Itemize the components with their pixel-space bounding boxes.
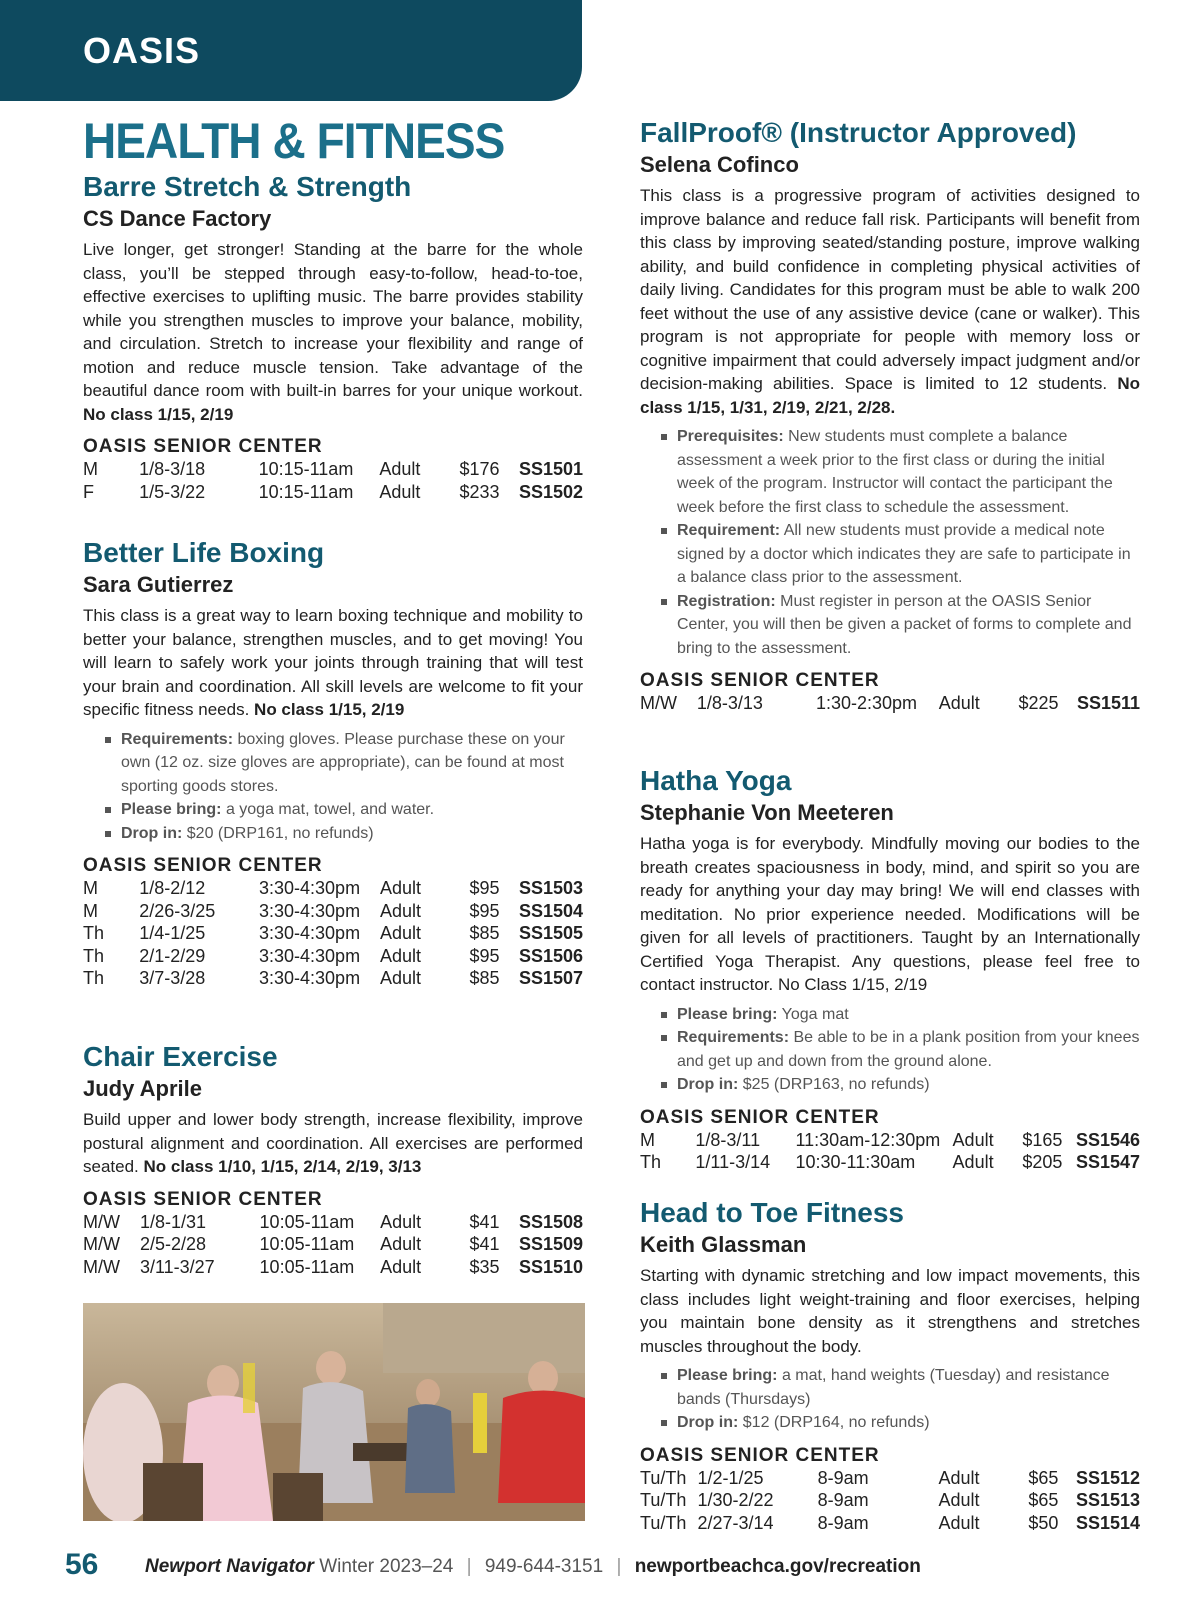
schedule-age: Adult bbox=[952, 1129, 994, 1150]
class-description: Build upper and lower body strength, increase flexibility, improve postural alignment and coordination. All exercises are performed seated. No class 1/10, 1/15, 2/14, 2/19, 3/13 bbox=[83, 1110, 583, 1176]
schedule-dates: 1/11-3/14 bbox=[695, 1152, 771, 1172]
schedule-day: M/W bbox=[640, 693, 677, 713]
schedule-price: $176 bbox=[459, 459, 500, 479]
note-item bbox=[677, 1003, 1140, 1027]
chair-exercise-photo bbox=[83, 1303, 585, 1521]
note-text: Be able to be in a plank position from your knees and get up and down from the ground alone. bbox=[677, 1029, 1140, 1070]
schedule-price: $65 bbox=[1028, 1490, 1059, 1510]
schedule-dates: 1/30-2/22 bbox=[697, 1490, 774, 1510]
schedule-row bbox=[640, 1512, 1140, 1535]
schedule-table bbox=[83, 1211, 583, 1279]
schedule-row bbox=[83, 967, 583, 990]
schedule-dates: 1/8-3/18 bbox=[139, 459, 206, 479]
note-label: Drop in: bbox=[121, 824, 183, 842]
schedule-code[interactable]: SS1508 bbox=[518, 1211, 583, 1232]
schedule-time: 3:30-4:30pm bbox=[259, 878, 361, 898]
class-title: Hatha Yoga bbox=[640, 765, 792, 796]
schedule-price: $65 bbox=[1028, 1467, 1059, 1488]
schedule-row bbox=[640, 692, 1140, 715]
schedule-price: $41 bbox=[469, 1234, 500, 1254]
class-description: This class is a progressive program of activities designed to improve balance and reduce fall risk. Participants will benefit from this class by improving seated/standing posture, improve walking ability, and build confidence in completing physical activities of daily living. Candidates for this program must be able to walk 200 feet without the use of any assistive device (cane or walker). This program is not appropriate for people with memory loss or cognitive impairment that could adversely impact judgment and/or decision-making abilities. Space is limited to 12 students. No class 1/15, 1/31, 2/19, 2/21, 2/28. bbox=[640, 186, 1140, 417]
schedule-age: Adult bbox=[938, 1512, 980, 1533]
schedule-code[interactable]: SS1502 bbox=[518, 481, 583, 502]
notes-list bbox=[83, 728, 583, 846]
class-barre bbox=[83, 170, 583, 503]
schedule-row bbox=[83, 481, 583, 504]
schedule-day: Tu/Th bbox=[640, 1467, 687, 1488]
schedule-age: Adult bbox=[379, 900, 422, 921]
note-text: All new students must provide a medical note signed by a doctor which indicates they are safe to participate in a balance class prior to the assessment. bbox=[677, 522, 1131, 586]
schedule-dates: 1/5-3/22 bbox=[139, 481, 206, 502]
class-headtoe bbox=[640, 1196, 1140, 1534]
note-item bbox=[677, 425, 1140, 519]
location-label: OASIS SENIOR CENTER bbox=[640, 670, 880, 691]
schedule-age: Adult bbox=[379, 923, 422, 943]
schedule-row bbox=[83, 877, 583, 900]
schedule-price: $225 bbox=[1018, 693, 1059, 713]
schedule-dates: 1/8-3/11 bbox=[695, 1129, 761, 1150]
schedule-dates: 1/8-3/13 bbox=[696, 693, 763, 713]
footer-phone[interactable]: 949-644-3151 bbox=[484, 1556, 604, 1577]
note-label: Drop in: bbox=[677, 1076, 739, 1093]
note-label: Please bring: bbox=[677, 1005, 778, 1023]
schedule-price: $165 bbox=[1022, 1129, 1063, 1150]
class-description: Starting with dynamic stretching and low impact movements, this class includes light weight-training and floor exercises, helping you maintain bone density as it strengthens and stretches muscles throughout the body. bbox=[640, 1266, 1140, 1356]
schedule-price: $95 bbox=[469, 878, 500, 898]
note-item bbox=[677, 1364, 1140, 1411]
schedule-price: $95 bbox=[469, 900, 500, 921]
schedule-code[interactable]: SS1506 bbox=[518, 945, 583, 966]
class-instructor: Selena Cofinco bbox=[640, 152, 799, 177]
schedule-age: Adult bbox=[380, 1234, 422, 1254]
schedule-time: 3:30-4:30pm bbox=[259, 945, 361, 966]
schedule-dates: 2/1-2/29 bbox=[139, 945, 206, 966]
note-text: a yoga mat, towel, and water. bbox=[225, 801, 435, 818]
schedule-table bbox=[640, 692, 1140, 715]
note-label: Drop in: bbox=[677, 1414, 739, 1431]
schedule-code[interactable]: SS1512 bbox=[1075, 1467, 1140, 1488]
schedule-row bbox=[640, 1489, 1140, 1512]
schedule-dates: 2/26-3/25 bbox=[139, 900, 216, 921]
footer-info bbox=[145, 1556, 921, 1578]
schedule-row bbox=[640, 1151, 1140, 1174]
schedule-day: M bbox=[640, 1129, 655, 1150]
no-class-note: No class 1/15, 1/31, 2/19, 2/21, 2/28. bbox=[640, 374, 1140, 417]
schedule-age: Adult bbox=[379, 945, 422, 966]
schedule-day: Tu/Th bbox=[640, 1490, 687, 1510]
schedule-row bbox=[83, 1211, 583, 1234]
schedule-day: M bbox=[83, 459, 98, 479]
note-text: $12 (DRP164, no refunds) bbox=[742, 1414, 930, 1431]
class-description: This class is a great way to learn boxing technique and mobility to better your balance, strengthen muscles, and to get moving! You will learn to safely work your joints through training that will test your brain and coordination. All skill levels are welcome to fit your specific fitness needs. No class 1/15, 2/19 bbox=[83, 606, 583, 719]
schedule-day: Th bbox=[640, 1152, 662, 1172]
note-text: New students must complete a balance assessment a week prior to the first class or during the initial week of the program. Instructor will contact the participant the week before the first class to schedule the assessment. bbox=[677, 428, 1113, 516]
schedule-age: Adult bbox=[379, 481, 421, 502]
schedule-dates: 1/8-2/12 bbox=[139, 878, 206, 898]
page-number: 56 bbox=[65, 1548, 99, 1581]
schedule-age: Adult bbox=[938, 1467, 980, 1488]
schedule-time: 1:30-2:30pm bbox=[815, 693, 918, 713]
note-item bbox=[121, 822, 583, 846]
schedule-age: Adult bbox=[952, 1152, 994, 1172]
class-description: Hatha yoga is for everybody. Mindfully moving our bodies to the breath creates spaciousness in body, mind, and spirit so you are ready for anything your day may bring! We will end classes with meditation. No prior experience needed. Modifications will be given for all levels of practitioners. Taught by an Internationally Certified Yoga Therapist. Any questions, please feel free to contact instructor. No Class 1/15, 2/19 bbox=[640, 834, 1140, 994]
schedule-code[interactable]: SS1546 bbox=[1075, 1129, 1140, 1150]
footer-separator: | bbox=[616, 1556, 622, 1577]
note-item bbox=[121, 798, 583, 822]
schedule-code[interactable]: SS1510 bbox=[518, 1256, 583, 1277]
note-item bbox=[677, 519, 1140, 590]
schedule-time: 10:05-11am bbox=[259, 1256, 355, 1277]
schedule-time: 3:30-4:30pm bbox=[259, 900, 361, 921]
schedule-time: 11:30am-12:30pm bbox=[795, 1129, 941, 1150]
schedule-table bbox=[640, 1467, 1140, 1535]
class-title: Barre Stretch & Strength bbox=[83, 171, 412, 202]
note-text: boxing gloves. Please purchase these on your own (12 oz. size gloves are appropriate), can be found at most sporting goods stores. bbox=[121, 730, 565, 795]
location-label: OASIS SENIOR CENTER bbox=[83, 436, 323, 457]
schedule-day: F bbox=[83, 481, 94, 502]
schedule-dates: 2/5-2/28 bbox=[139, 1234, 206, 1254]
schedule-price: $50 bbox=[1028, 1512, 1059, 1533]
schedule-code[interactable]: SS1511 bbox=[1076, 693, 1140, 713]
schedule-time: 10:30-11:30am bbox=[795, 1152, 916, 1172]
location-label: OASIS SENIOR CENTER bbox=[83, 855, 323, 876]
schedule-code[interactable]: SS1504 bbox=[518, 900, 583, 921]
schedule-table bbox=[640, 1129, 1140, 1174]
note-label: Please bring: bbox=[121, 801, 222, 818]
schedule-time: 8-9am bbox=[817, 1512, 869, 1533]
note-label: Please bring: bbox=[677, 1367, 778, 1384]
schedule-price: $85 bbox=[469, 968, 500, 988]
schedule-day: M/W bbox=[83, 1256, 120, 1277]
class-instructor: CS Dance Factory bbox=[83, 206, 272, 231]
schedule-time: 10:05-11am bbox=[259, 1211, 355, 1232]
note-text: Must register in person at the OASIS Senior Center, you will then be given a packet of forms to complete and bring to the assessment. bbox=[677, 592, 1132, 657]
note-label: Requirement: bbox=[677, 522, 781, 539]
class-boxing bbox=[83, 536, 583, 990]
schedule-age: Adult bbox=[379, 968, 422, 988]
schedule-dates: 1/4-1/25 bbox=[139, 923, 206, 943]
photo-illustration bbox=[83, 1303, 585, 1521]
schedule-code[interactable]: SS1505 bbox=[518, 923, 583, 943]
schedule-table bbox=[83, 877, 583, 990]
schedule-code[interactable]: SS1503 bbox=[518, 878, 583, 898]
note-item bbox=[677, 1026, 1140, 1073]
schedule-day: Th bbox=[83, 968, 105, 988]
note-label: Prerequisites: bbox=[677, 428, 784, 445]
schedule-row bbox=[83, 1256, 583, 1279]
section-tab bbox=[0, 0, 582, 101]
notes-list bbox=[640, 1003, 1140, 1097]
schedule-day: M bbox=[83, 878, 98, 898]
class-title: Better Life Boxing bbox=[83, 537, 325, 568]
schedule-day: Tu/Th bbox=[640, 1512, 687, 1533]
schedule-row bbox=[83, 1233, 583, 1256]
schedule-code[interactable]: SS1514 bbox=[1075, 1512, 1140, 1533]
schedule-time: 3:30-4:30pm bbox=[259, 968, 361, 988]
class-title: Head to Toe Fitness bbox=[640, 1197, 904, 1228]
schedule-time: 8-9am bbox=[817, 1467, 869, 1488]
footer-separator: | bbox=[466, 1556, 472, 1577]
schedule-code[interactable]: SS1547 bbox=[1075, 1152, 1140, 1172]
schedule-day: Th bbox=[83, 923, 105, 943]
schedule-code[interactable]: SS1509 bbox=[518, 1234, 583, 1254]
schedule-age: Adult bbox=[380, 1211, 422, 1232]
no-class-note: No class 1/15, 2/19 bbox=[254, 700, 405, 719]
schedule-row bbox=[640, 1129, 1140, 1152]
schedule-row bbox=[83, 458, 583, 481]
note-text: a mat, hand weights (Tuesday) and resistance bands (Thursdays) bbox=[677, 1367, 1110, 1408]
schedule-day: Th bbox=[83, 945, 105, 966]
note-text: $25 (DRP163, no refunds) bbox=[742, 1076, 930, 1093]
schedule-time: 10:15-11am bbox=[258, 459, 354, 479]
schedule-dates: 1/2-1/25 bbox=[697, 1467, 764, 1488]
schedule-day: M bbox=[83, 900, 98, 921]
note-item bbox=[121, 728, 583, 799]
note-item bbox=[677, 590, 1140, 661]
publication-name: Newport Navigator bbox=[145, 1556, 314, 1577]
note-label: Registration: bbox=[677, 592, 776, 610]
note-item bbox=[677, 1411, 1140, 1435]
schedule-age: Adult bbox=[938, 1490, 980, 1510]
note-label: Requirements: bbox=[677, 1029, 790, 1046]
schedule-price: $233 bbox=[459, 481, 500, 502]
note-label: Requirements: bbox=[121, 730, 234, 748]
schedule-dates: 3/7-3/28 bbox=[139, 968, 206, 988]
schedule-age: Adult bbox=[380, 1256, 422, 1277]
class-instructor: Sara Gutierrez bbox=[83, 572, 234, 597]
schedule-price: $41 bbox=[469, 1211, 500, 1232]
note-text: $20 (DRP161, no refunds) bbox=[186, 824, 374, 842]
class-yoga bbox=[640, 764, 1140, 1174]
schedule-day: M/W bbox=[83, 1234, 120, 1254]
schedule-code[interactable]: SS1501 bbox=[518, 459, 583, 479]
schedule-age: Adult bbox=[379, 878, 422, 898]
note-text: Yoga mat bbox=[781, 1005, 849, 1023]
schedule-time: 10:15-11am bbox=[258, 481, 354, 502]
location-label: OASIS SENIOR CENTER bbox=[640, 1106, 880, 1128]
schedule-price: $85 bbox=[469, 923, 500, 943]
note-item bbox=[677, 1073, 1140, 1097]
schedule-price: $35 bbox=[469, 1256, 500, 1277]
schedule-table bbox=[83, 458, 583, 503]
location-label: OASIS SENIOR CENTER bbox=[83, 1188, 323, 1210]
page-title: HEALTH & FITNESS bbox=[83, 113, 505, 169]
notes-list bbox=[640, 425, 1140, 660]
schedule-day: M/W bbox=[83, 1211, 120, 1232]
schedule-row bbox=[83, 922, 583, 945]
schedule-dates: 2/27-3/14 bbox=[697, 1512, 774, 1533]
schedule-age: Adult bbox=[938, 693, 980, 713]
publication-season: Winter 2023–24 bbox=[319, 1556, 454, 1577]
schedule-code[interactable]: SS1513 bbox=[1075, 1490, 1140, 1510]
schedule-row bbox=[83, 900, 583, 923]
no-class-note: No class 1/10, 1/15, 2/14, 2/19, 3/13 bbox=[143, 1157, 422, 1176]
class-title: Chair Exercise bbox=[83, 1041, 278, 1072]
schedule-price: $95 bbox=[469, 945, 500, 966]
schedule-price: $205 bbox=[1022, 1152, 1063, 1172]
schedule-code[interactable]: SS1507 bbox=[518, 968, 583, 988]
no-class-note: No class 1/15, 2/19 bbox=[83, 404, 234, 424]
class-instructor: Keith Glassman bbox=[640, 1232, 807, 1257]
section-tab-label: OASIS bbox=[83, 30, 201, 71]
schedule-time: 10:05-11am bbox=[259, 1234, 355, 1254]
schedule-time: 3:30-4:30pm bbox=[259, 923, 361, 943]
page-footer bbox=[65, 1550, 1165, 1586]
notes-list bbox=[640, 1364, 1140, 1435]
class-title: FallProof® (Instructor Approved) bbox=[640, 117, 1077, 148]
schedule-age: Adult bbox=[379, 459, 421, 479]
location-label: OASIS SENIOR CENTER bbox=[640, 1444, 880, 1466]
schedule-time: 8-9am bbox=[817, 1490, 869, 1510]
class-chair bbox=[83, 1040, 583, 1278]
schedule-dates: 3/11-3/27 bbox=[139, 1256, 215, 1277]
schedule-row bbox=[83, 945, 583, 968]
class-description: Live longer, get stronger! Standing at the barre for the whole class, you’ll be stepped through easy-to-follow, head-to-toe, effective exercises to uplifting music. The barre provides stability while you strengthen muscles to improve your balance, mobility, and circulation. Stretch to increase your flexibility and range of motion and reduce muscle tension. Take advantage of the beautiful dance room with built-in barres for your unique workout. No class 1/15, 2/19 bbox=[83, 240, 583, 424]
schedule-row bbox=[640, 1467, 1140, 1490]
class-fallproof bbox=[640, 116, 1140, 715]
footer-url[interactable]: newportbeachca.gov/recreation bbox=[634, 1556, 921, 1577]
schedule-dates: 1/8-1/31 bbox=[139, 1211, 206, 1232]
class-instructor: Stephanie Von Meeteren bbox=[640, 800, 894, 825]
class-instructor: Judy Aprile bbox=[83, 1076, 202, 1101]
